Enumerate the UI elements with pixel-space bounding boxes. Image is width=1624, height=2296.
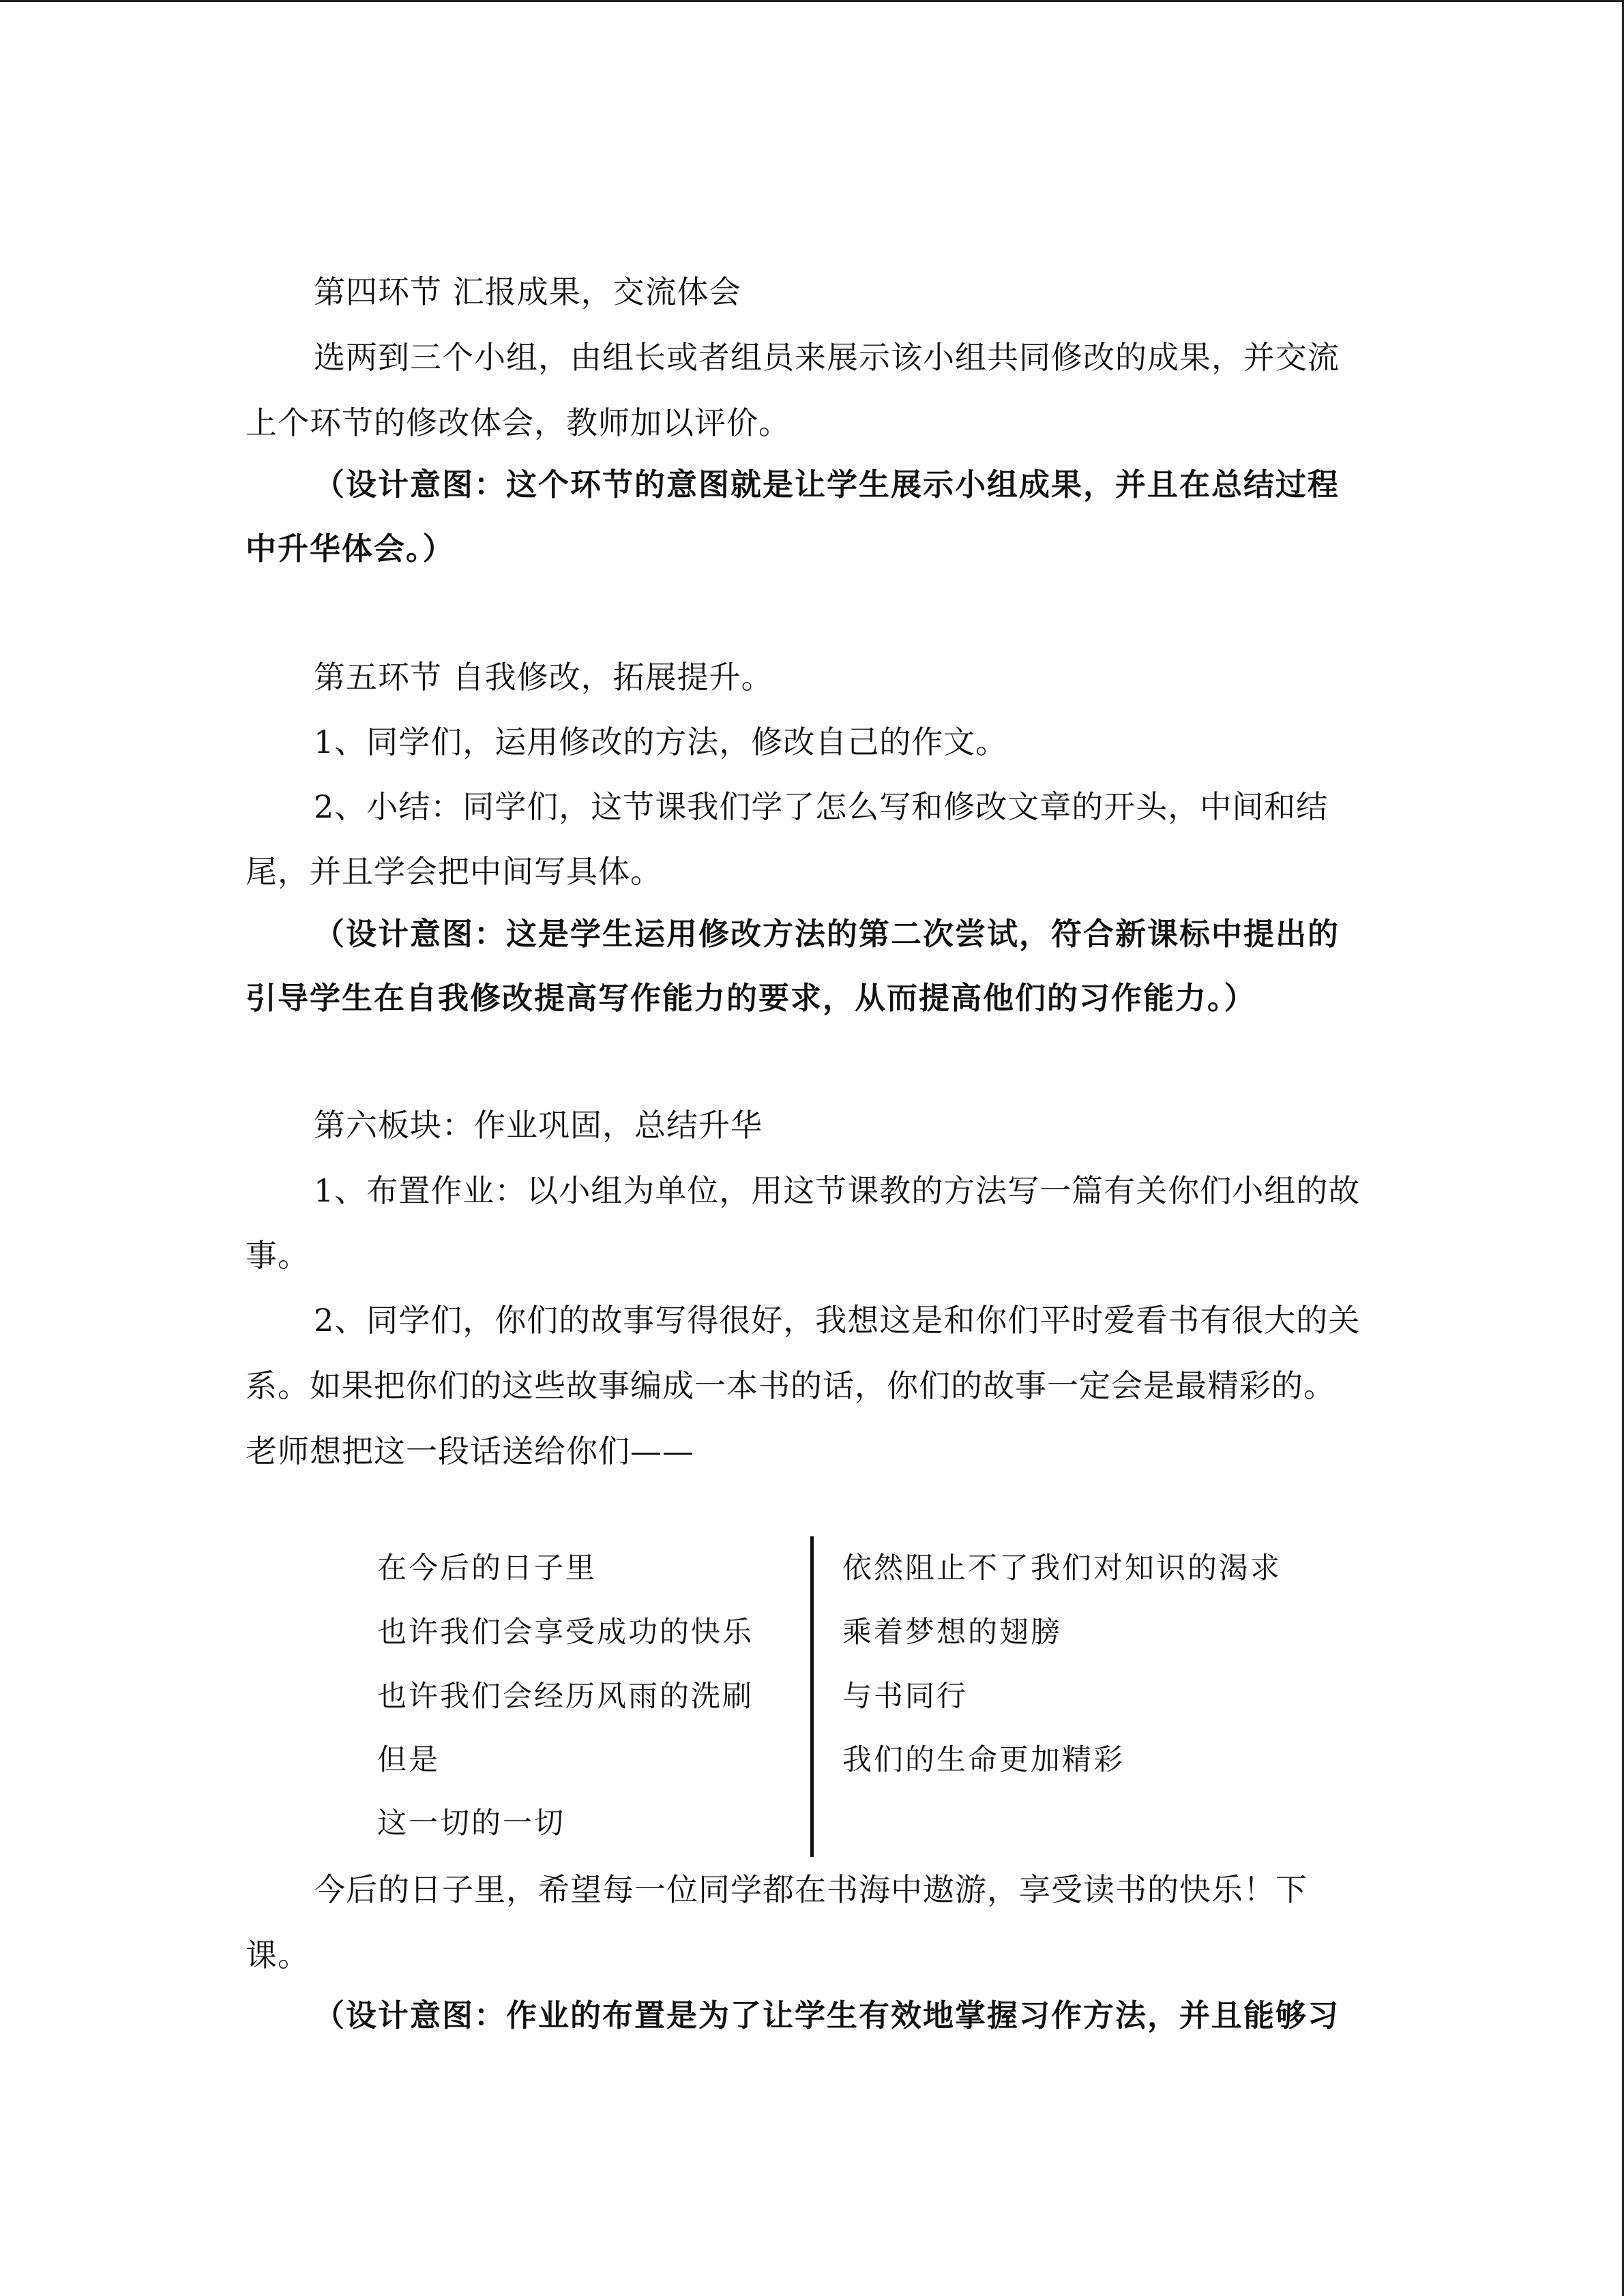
section-5-item-2-line-1: 2、小结：同学们，这节课我们学了怎么写和修改文章的开头，中间和结 <box>314 788 1329 825</box>
section-4-paragraph-line-2: 上个环节的修改体会，教师加以评价。 <box>246 404 791 441</box>
section-5-title: 第五环节 自我修改，拓展提升。 <box>314 659 773 696</box>
section-4-design-note-line-1: （设计意图：这个环节的意图就是让学生展示小组成果，并且在总结过程 <box>314 466 1340 503</box>
section-5-design-note-line-1: （设计意图：这是学生运用修改方法的第二次尝试，符合新课标中提出的 <box>314 916 1340 952</box>
poem-right-line: 乘着梦想的翅膀 <box>842 1615 1062 1650</box>
section-4-design-note-line-2: 中升华体会。） <box>246 531 455 567</box>
section-6-title: 第六板块：作业巩固，总结升华 <box>314 1107 763 1144</box>
section-6-item-2-line-2: 系。如果把你们的这些故事编成一本书的话，你们的故事一定会是最精彩的。 <box>246 1367 1335 1404</box>
section-5-item-2-line-2: 尾，并且学会把中间写具体。 <box>246 853 662 890</box>
section-5-item-1: 1、同学们，运用修改的方法，修改自己的作文。 <box>314 724 1008 760</box>
poem-left-line: 也许我们会享受成功的快乐 <box>377 1615 754 1650</box>
section-6-item-2-line-1: 2、同学们，你们的故事写得很好，我想这是和你们平时爱看书有很大的关 <box>314 1302 1361 1339</box>
section-4-title: 第四环节 汇报成果，交流体会 <box>314 273 741 310</box>
section-6-item-1-line-1: 1、布置作业：以小组为单位，用这节课教的方法写一篇有关你们小组的故 <box>314 1172 1361 1209</box>
section-5-design-note-line-2: 引导学生在自我修改提高写作能力的要求，从而提高他们的习作能力。） <box>246 980 1256 1016</box>
closing-line-1: 今后的日子里，希望每一位同学都在书海中遨游，享受读书的快乐！下 <box>314 1871 1308 1908</box>
poem-left-line: 也许我们会经历风雨的洗刷 <box>377 1680 754 1714</box>
poem-column-divider <box>810 1536 814 1857</box>
page-border-top <box>0 0 1624 2</box>
poem-left-line: 在今后的日子里 <box>377 1551 597 1585</box>
poem-left-line: 这一切的一切 <box>377 1806 565 1840</box>
section-6-item-2-line-3: 老师想把这一段话送给你们—— <box>246 1433 694 1470</box>
section-6-design-note-line-1: （设计意图：作业的布置是为了让学生有效地掌握习作方法，并且能够习 <box>314 1997 1340 2033</box>
poem-left-line: 但是 <box>377 1743 440 1777</box>
poem-right-line: 与书同行 <box>842 1680 968 1714</box>
section-4-paragraph-line-1: 选两到三个小组，由组长或者组员来展示该小组共同修改的成果，并交流 <box>314 339 1340 376</box>
poem-right-line: 我们的生命更加精彩 <box>842 1743 1125 1777</box>
section-6-item-1-line-2: 事。 <box>246 1237 310 1274</box>
closing-line-2: 课。 <box>246 1937 310 1973</box>
poem-right-line: 依然阻止不了我们对知识的渴求 <box>842 1551 1282 1585</box>
